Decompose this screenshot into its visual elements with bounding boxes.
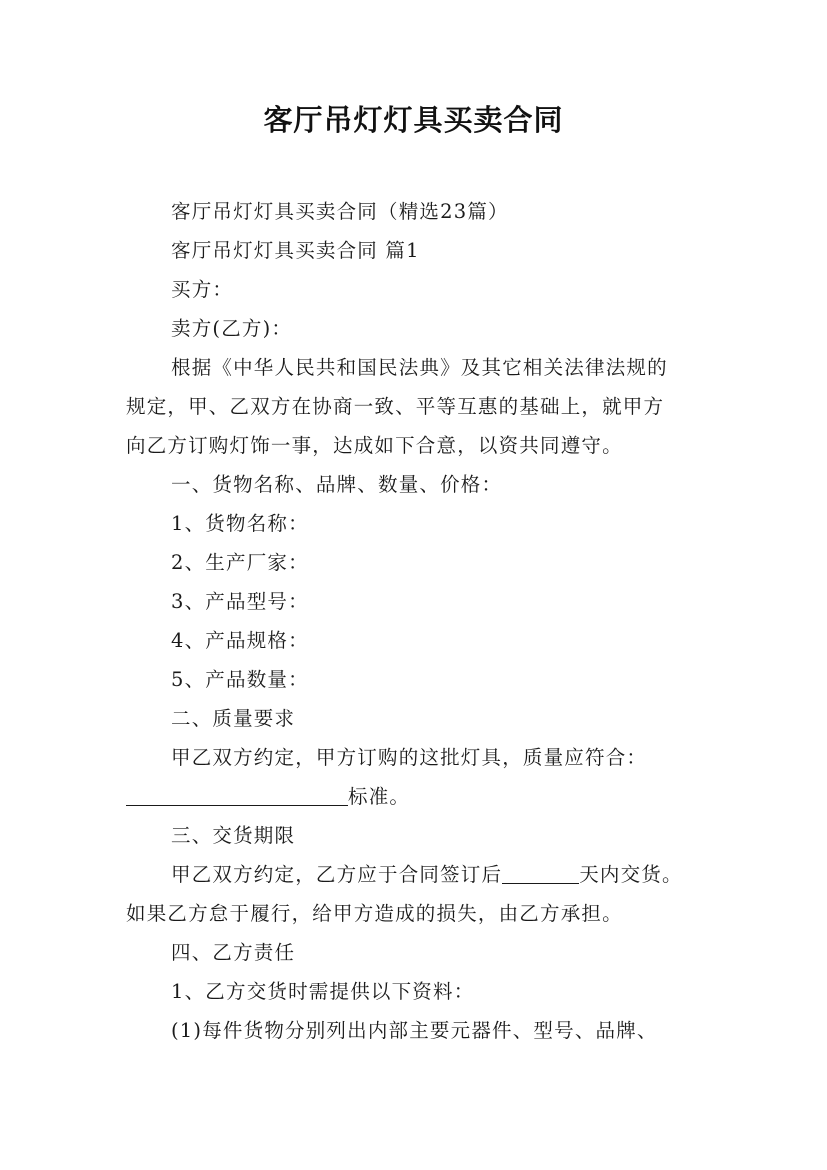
list-item: 3、产品型号： (171, 590, 309, 613)
paragraph-line: 规定，甲、乙双方在协商一致、平等互惠的基础上，就甲方 (126, 395, 665, 418)
fill-in-blank (126, 781, 348, 806)
list-item: 2、生产厂家： (171, 551, 309, 574)
paragraph-line: 甲乙双方约定，甲方订购的这批灯具，质量应符合： (171, 746, 648, 769)
list-item: 1、货物名称： (171, 512, 309, 535)
seller-line: 卖方(乙方)： (171, 317, 293, 340)
clause-heading: 四、乙方责任 (171, 941, 296, 964)
blank-suffix-text: 标准。 (348, 785, 411, 808)
buyer-line: 买方： (171, 278, 234, 301)
subtitle-line: 客厅吊灯灯具买卖合同（精选23篇） (171, 200, 509, 223)
paragraph-line (126, 777, 716, 816)
clause-heading: 二、质量要求 (171, 707, 296, 730)
list-item: 4、产品规格： (171, 629, 309, 652)
clause-heading: 三、交货期限 (171, 824, 296, 847)
paragraph-line: 向乙方订购灯饰一事，达成如下合意，以资共同遵守。 (126, 434, 623, 457)
paragraph-line: 如果乙方怠于履行，给甲方造成的损失，由乙方承担。 (126, 902, 623, 925)
blank-suffix-text: 天内交货。 (579, 863, 683, 886)
list-item: 5、产品数量： (171, 668, 309, 691)
paragraph-line: 根据《中华人民共和国民法典》及其它相关法律法规的 (171, 356, 668, 379)
section-heading-line: 客厅吊灯灯具买卖合同 篇1 (171, 239, 420, 262)
document-body (126, 192, 716, 1050)
list-item: 1、乙方交货时需提供以下资料： (171, 980, 475, 1003)
paragraph-line (126, 855, 716, 894)
blank-prefix-text: 甲乙双方约定，乙方应于合同签订后 (171, 863, 503, 886)
list-item: (1)每件货物分别列出内部主要元器件、型号、品牌、 (171, 1019, 658, 1042)
fill-in-blank (502, 859, 579, 884)
clause-heading: 一、货物名称、品牌、数量、价格： (171, 473, 503, 496)
document-title: 客厅吊灯灯具买卖合同 (263, 103, 564, 137)
